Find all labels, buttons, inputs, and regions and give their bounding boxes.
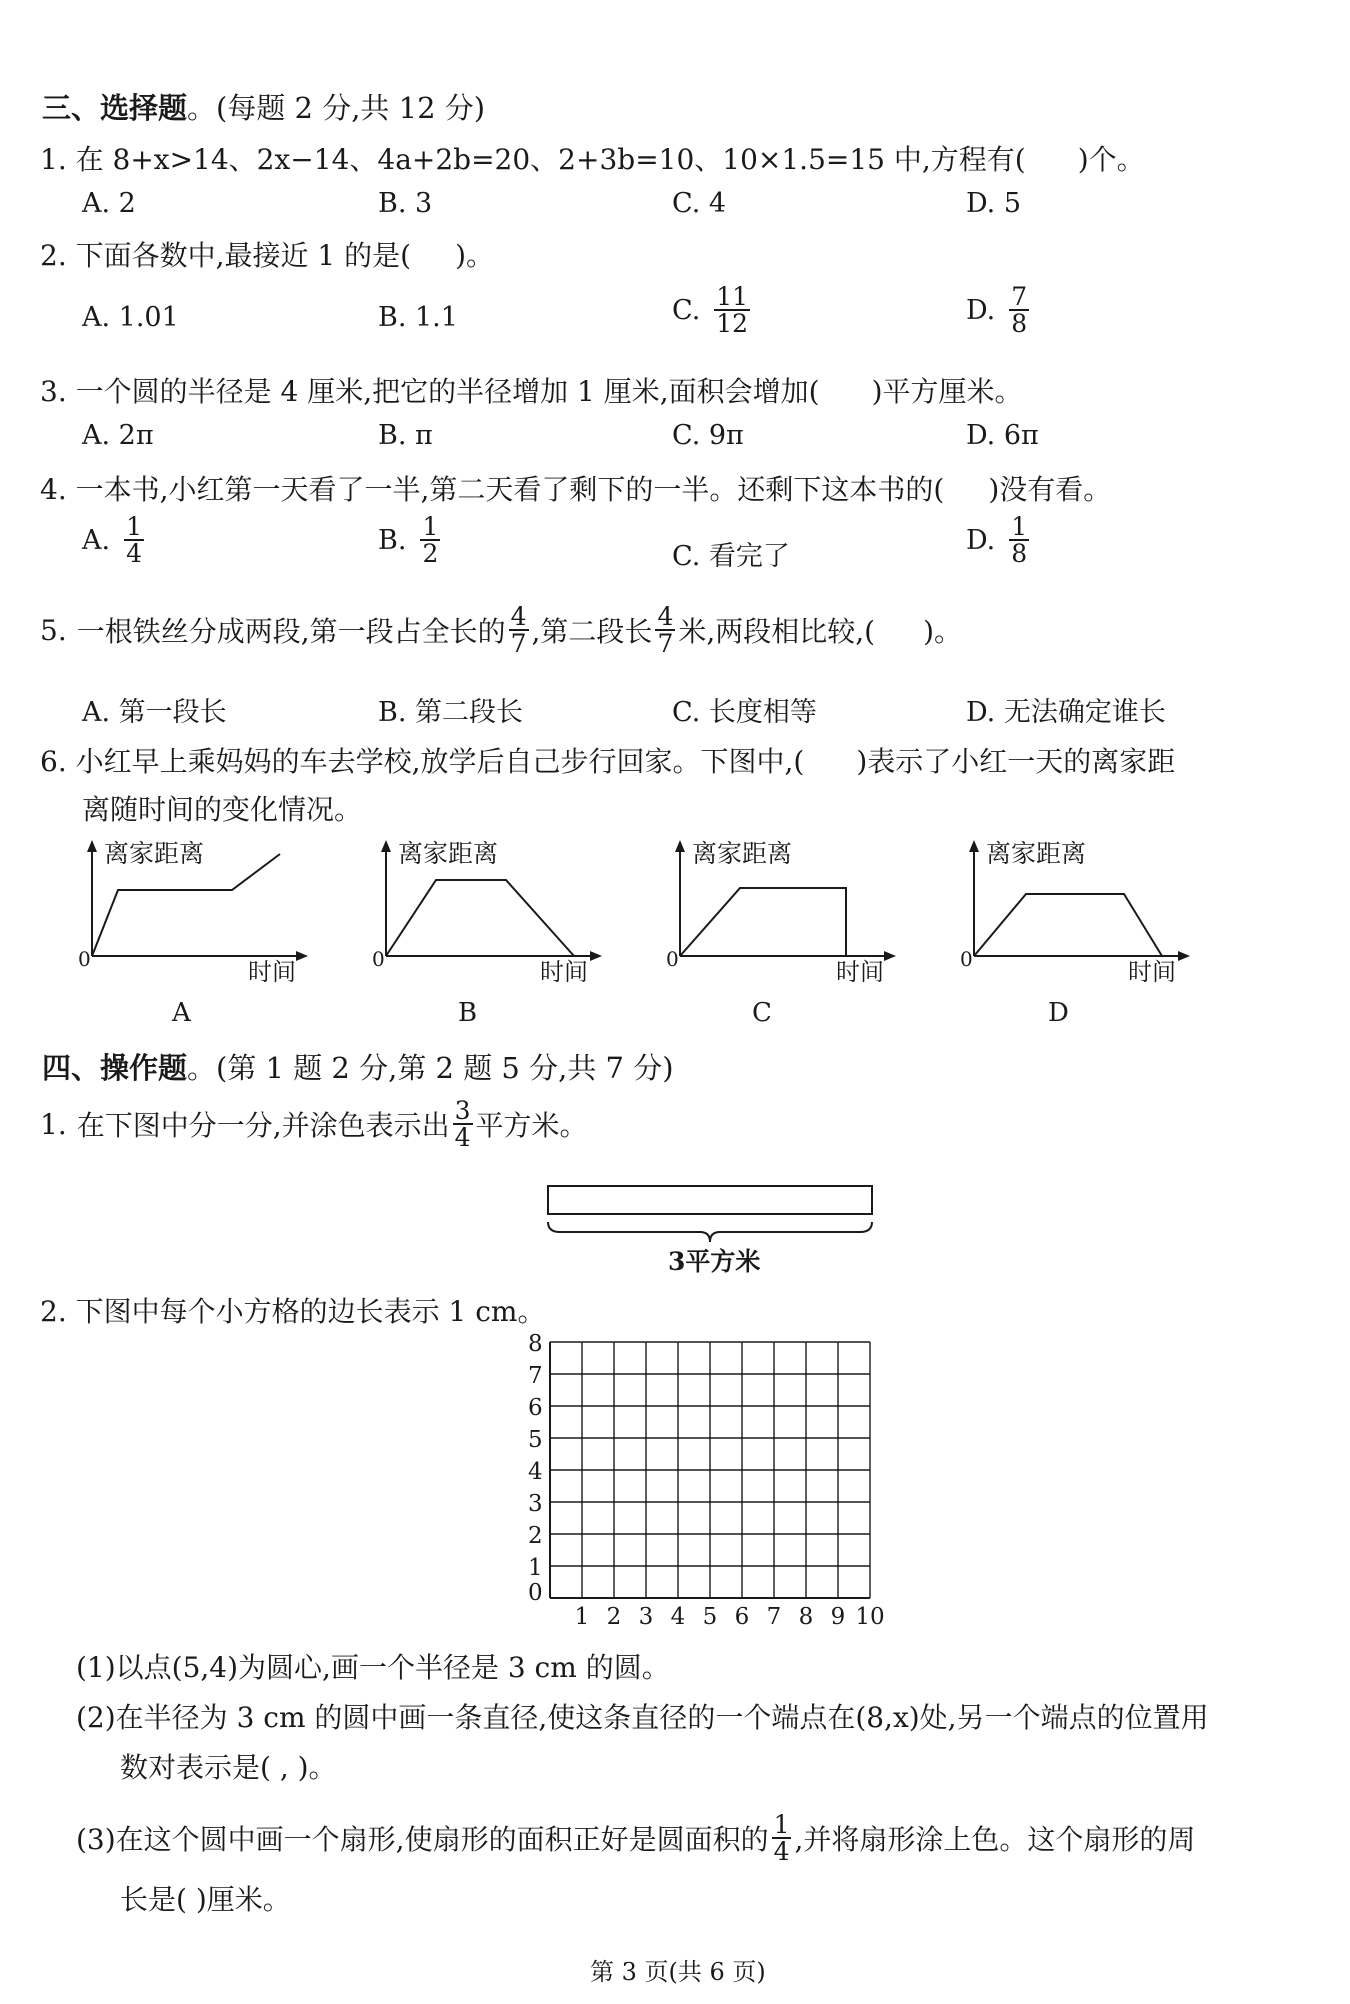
q4-option-d-label: D. bbox=[966, 524, 996, 556]
q4-option-b-fraction bbox=[420, 514, 440, 566]
grid-y-tick-label: 7 bbox=[528, 1363, 543, 1389]
q6-graph-a[interactable] bbox=[70, 836, 320, 996]
grid-x-tick-label: 9 bbox=[830, 1604, 846, 1630]
question-5-text-3: 米,两段相比较,( bbox=[678, 615, 876, 648]
question-3-text: 一个圆的半径是 4 厘米,把它的半径增加 1 厘米,面积会增加( bbox=[75, 375, 820, 408]
question-5-fraction-2-numerator: 4 bbox=[657, 602, 674, 631]
q1-option-d[interactable]: D. 5 bbox=[966, 188, 1022, 219]
question-6-line-1-tail: )表示了小红一天的离家距 bbox=[856, 745, 1176, 778]
q6-graph-d-x-arrow bbox=[1178, 951, 1190, 961]
question-4 bbox=[40, 468, 1111, 508]
q4-option-d-numerator: 1 bbox=[1011, 512, 1028, 541]
question-6-line-2: 离随时间的变化情况。 bbox=[82, 793, 363, 826]
operation-2-sub-2-line-2[interactable]: 数对表示是( , )。 bbox=[120, 1751, 337, 1784]
q4-option-b-denominator: 2 bbox=[422, 539, 439, 568]
operation-2 bbox=[40, 1290, 545, 1330]
q6-graph-a-x-arrow bbox=[296, 951, 308, 961]
q6-graph-c-origin: 0 bbox=[666, 947, 679, 971]
question-6-number: 6. bbox=[40, 745, 67, 778]
q6-graph-c-x-arrow bbox=[884, 951, 896, 961]
grid-y-tick-label: 4 bbox=[528, 1459, 543, 1485]
q4-option-d[interactable] bbox=[966, 514, 1032, 566]
q6-graph-b-y-label: 离家距离 bbox=[398, 839, 499, 868]
q6-graph-c-curve bbox=[680, 888, 846, 956]
q6-graph-c-y-arrow bbox=[675, 840, 685, 852]
question-4-text: 一本书,小红第一天看了一半,第二天看了剩下的一半。还剩下这本书的( bbox=[75, 473, 945, 506]
q4-option-d-denominator: 8 bbox=[1011, 539, 1028, 568]
question-3-number: 3. bbox=[40, 375, 67, 408]
operation-1 bbox=[40, 1098, 588, 1150]
question-3-tail: )平方厘米。 bbox=[871, 375, 1023, 408]
operation-2-sub-3-fraction-denominator: 4 bbox=[773, 1837, 790, 1866]
question-5-fraction-1 bbox=[509, 604, 529, 656]
q6-graph-c-x-label: 时间 bbox=[836, 958, 884, 986]
section-4-note: 。(第 1 题 2 分,第 2 题 5 分,共 7 分) bbox=[187, 1051, 674, 1085]
q4-option-c[interactable]: C. 看完了 bbox=[672, 541, 790, 572]
operation-1-fraction-denominator: 4 bbox=[454, 1123, 471, 1152]
q6-graph-b-curve bbox=[386, 880, 574, 956]
q6-graph-d-curve bbox=[974, 894, 1162, 956]
grid-x-tick-label: 7 bbox=[766, 1604, 782, 1630]
q6-graph-d[interactable] bbox=[952, 836, 1202, 996]
q6-graph-a-curve bbox=[92, 854, 280, 956]
q6-graph-a-caption: A bbox=[172, 998, 191, 1028]
question-4-tail: )没有看。 bbox=[988, 473, 1112, 506]
question-6 bbox=[40, 740, 1175, 780]
q2-option-a[interactable]: A. 1.01 bbox=[82, 302, 179, 333]
grid-x-tick-labels bbox=[575, 1604, 885, 1630]
q4-option-b-numerator: 1 bbox=[422, 512, 439, 541]
q6-graph-d-x-label: 时间 bbox=[1128, 958, 1176, 986]
q6-graph-a-y-arrow bbox=[87, 840, 97, 852]
operation-1-fraction-numerator: 3 bbox=[454, 1096, 471, 1125]
q3-option-a[interactable]: A. 2π bbox=[82, 420, 154, 451]
question-3 bbox=[40, 370, 1023, 410]
q2-option-b[interactable]: B. 1.1 bbox=[378, 302, 458, 333]
operation-2-sub-3-fraction-numerator: 1 bbox=[773, 1810, 790, 1839]
q4-option-d-fraction bbox=[1009, 514, 1029, 566]
q4-option-a-denominator: 4 bbox=[126, 539, 142, 568]
grid-y-tick-label: 8 bbox=[528, 1331, 543, 1357]
question-1-tail: )个。 bbox=[1077, 143, 1145, 176]
operation-1-number: 1. bbox=[40, 1107, 67, 1141]
section-3-note: 。(每题 2 分,共 12 分) bbox=[187, 91, 486, 125]
q4-option-a-label: A. bbox=[82, 524, 111, 556]
q6-graph-c-y-label: 离家距离 bbox=[692, 839, 793, 868]
q5-option-c[interactable]: C. 长度相等 bbox=[672, 697, 817, 728]
q5-option-b[interactable]: B. 第二段长 bbox=[378, 697, 524, 728]
operation-2-text: 下图中每个小方格的边长表示 1 cm。 bbox=[75, 1295, 546, 1328]
grid-x-tick-label: 6 bbox=[734, 1604, 750, 1630]
operation-2-sub-3-line-2[interactable]: 长是( )厘米。 bbox=[120, 1883, 291, 1916]
question-2 bbox=[40, 234, 494, 274]
grid-x-tick-label: 10 bbox=[855, 1604, 885, 1630]
operation-2-sub-1: (1)以点(5,4)为圆心,画一个半径是 3 cm 的圆。 bbox=[76, 1651, 670, 1684]
question-1 bbox=[40, 138, 1145, 178]
question-2-tail: )。 bbox=[455, 239, 495, 272]
grid-y-tick-label: 1 bbox=[528, 1555, 543, 1581]
q4-option-a-fraction bbox=[124, 514, 144, 566]
q2-option-c-denominator: 12 bbox=[716, 309, 749, 338]
q6-graph-b[interactable] bbox=[364, 836, 614, 996]
grid-lines bbox=[550, 1342, 870, 1598]
question-5-fraction-2 bbox=[655, 604, 675, 656]
q5-option-a[interactable]: A. 第一段长 bbox=[82, 697, 227, 728]
q2-option-c-fraction bbox=[714, 284, 750, 336]
page-footer: 第 3 页(共 6 页) bbox=[590, 1958, 766, 1986]
q6-graph-a-origin: 0 bbox=[78, 947, 91, 971]
q4-option-a-numerator: 1 bbox=[126, 512, 142, 541]
q2-option-d-label: D. bbox=[966, 294, 996, 326]
grid-y-tick-label: 0 bbox=[528, 1580, 543, 1606]
grid-x-tick-label: 8 bbox=[798, 1604, 814, 1630]
grid-x-tick-label: 5 bbox=[702, 1604, 718, 1630]
q3-option-c[interactable]: C. 9π bbox=[672, 420, 744, 451]
q2-option-c-numerator: 11 bbox=[716, 282, 749, 311]
q1-option-b[interactable]: B. 3 bbox=[378, 188, 433, 219]
operation-2-sub-3-fraction bbox=[772, 1812, 792, 1864]
q4-option-b-label: B. bbox=[378, 524, 407, 556]
q2-option-d[interactable] bbox=[966, 284, 1032, 336]
question-5-text-1: 一根铁丝分成两段,第一段占全长的 bbox=[76, 615, 506, 648]
section-4-title: 四、操作题 bbox=[42, 1051, 188, 1085]
q2-option-c-label: C. bbox=[672, 294, 701, 326]
operation-2-sub-2-line-1: (2)在半径为 3 cm 的圆中画一条直径,使这条直径的一个端点在(8,x)处,另一个端点的位置用 bbox=[76, 1701, 1209, 1734]
question-6-line-1: 小红早上乘妈妈的车去学校,放学后自己步行回家。下图中,( bbox=[75, 745, 805, 778]
q6-graph-d-y-label: 离家距离 bbox=[986, 839, 1087, 868]
q6-graph-b-x-label: 时间 bbox=[540, 958, 588, 986]
grid-y-tick-label: 6 bbox=[528, 1395, 543, 1421]
question-1-text: 在 8+x>14、2x−14、4a+2b=20、2+3b=10、10×1.5=15 中,方程有( bbox=[75, 143, 1026, 176]
coordinate-grid[interactable] bbox=[520, 1330, 900, 1630]
grid-y-tick-label: 3 bbox=[528, 1491, 543, 1517]
operation-2-number: 2. bbox=[40, 1295, 67, 1328]
q6-graph-b-caption: B bbox=[458, 998, 478, 1028]
question-5-tail: )。 bbox=[923, 615, 963, 648]
grid-y-tick-label: 2 bbox=[528, 1523, 543, 1549]
question-5-fraction-1-numerator: 4 bbox=[510, 602, 527, 631]
q2-option-c[interactable] bbox=[672, 284, 753, 336]
q6-graph-b-x-arrow bbox=[590, 951, 602, 961]
question-5-fraction-2-denominator: 7 bbox=[657, 629, 674, 658]
q4-option-a[interactable] bbox=[82, 514, 147, 566]
question-5 bbox=[40, 604, 962, 656]
operation-1-text-1: 在下图中分一分,并涂色表示出 bbox=[76, 1109, 450, 1142]
operation-1-bar-label: 3平方米 bbox=[668, 1247, 761, 1276]
section-3-title: 三、选择题 bbox=[42, 91, 188, 125]
q4-option-b[interactable] bbox=[378, 514, 443, 566]
q6-graph-c-caption: C bbox=[752, 998, 772, 1028]
operation-2-sub-3-text-2: ,并将扇形涂上色。这个扇形的周 bbox=[794, 1823, 1196, 1856]
operation-1-brace bbox=[548, 1222, 872, 1242]
q3-option-d[interactable]: D. 6π bbox=[966, 420, 1039, 451]
grid-y-tick-label: 5 bbox=[528, 1427, 543, 1453]
question-2-number: 2. bbox=[40, 239, 67, 272]
operation-2-sub-3-text-1: (3)在这个圆中画一个扇形,使扇形的面积正好是圆面积的 bbox=[76, 1823, 769, 1856]
grid-x-tick-label: 4 bbox=[670, 1604, 686, 1630]
q6-graph-b-y-arrow bbox=[381, 840, 391, 852]
q6-graph-d-caption: D bbox=[1048, 998, 1069, 1028]
operation-1-bar[interactable] bbox=[548, 1186, 872, 1214]
q2-option-d-denominator: 8 bbox=[1011, 309, 1028, 338]
q6-graph-a-x-label: 时间 bbox=[248, 958, 296, 986]
question-2-text: 下面各数中,最接近 1 的是( bbox=[75, 239, 412, 272]
q2-option-d-numerator: 7 bbox=[1011, 282, 1028, 311]
question-1-number: 1. bbox=[40, 143, 67, 176]
grid-x-tick-label: 3 bbox=[638, 1604, 654, 1630]
operation-1-text-2: 平方米。 bbox=[475, 1109, 588, 1142]
q6-graph-d-origin: 0 bbox=[960, 947, 973, 971]
q2-option-d-fraction bbox=[1009, 284, 1029, 336]
question-5-number: 5. bbox=[40, 613, 67, 647]
grid-y-tick-labels bbox=[528, 1331, 543, 1606]
question-5-text-2: ,第二段长 bbox=[531, 615, 653, 648]
q5-option-d[interactable]: D. 无法确定谁长 bbox=[966, 697, 1166, 728]
operation-1-fraction bbox=[453, 1098, 473, 1150]
grid-x-tick-label: 2 bbox=[606, 1604, 622, 1630]
q6-graph-c[interactable] bbox=[658, 836, 908, 996]
q6-graph-b-origin: 0 bbox=[372, 947, 385, 971]
operation-2-sub-3 bbox=[76, 1812, 1195, 1864]
question-4-number: 4. bbox=[40, 473, 67, 506]
q3-option-b[interactable]: B. π bbox=[378, 420, 433, 451]
q1-option-a[interactable]: A. 2 bbox=[82, 188, 136, 219]
section-4-heading bbox=[42, 1046, 674, 1087]
question-5-fraction-1-denominator: 7 bbox=[510, 629, 527, 658]
q6-graph-a-y-label: 离家距离 bbox=[104, 839, 205, 868]
q1-option-c[interactable]: C. 4 bbox=[672, 188, 727, 219]
section-3-heading bbox=[42, 86, 485, 127]
grid-x-tick-label: 1 bbox=[574, 1604, 590, 1630]
q6-graph-d-y-arrow bbox=[969, 840, 979, 852]
